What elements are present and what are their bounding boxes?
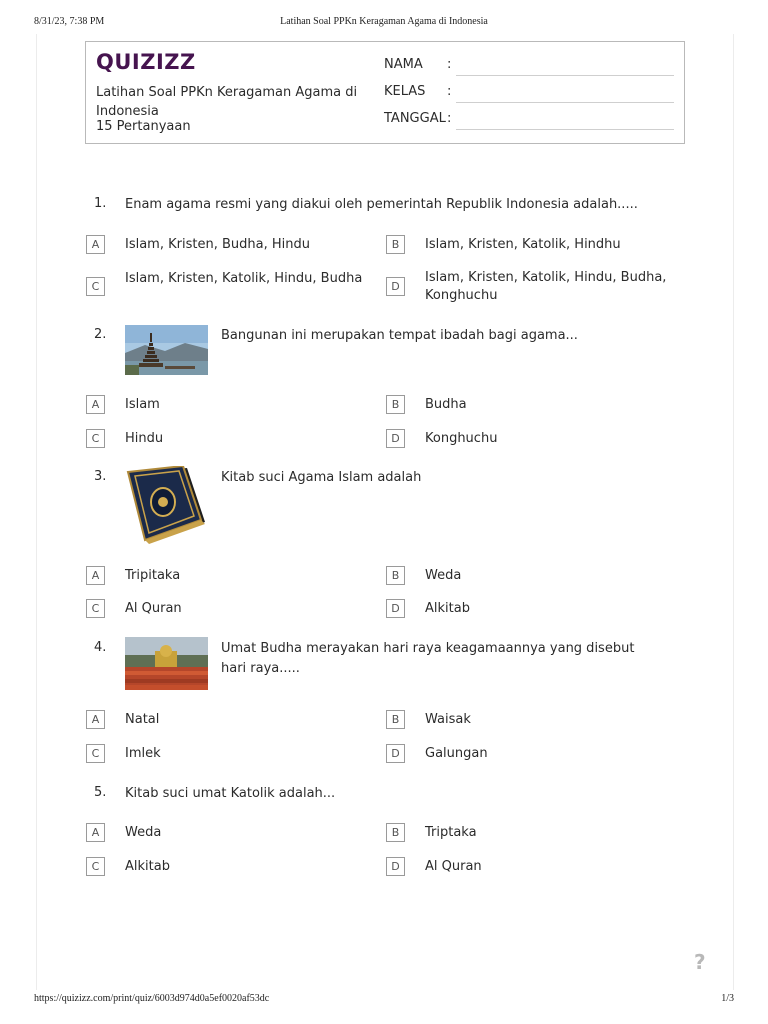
question-number: 2. — [94, 327, 107, 342]
question-number: 1. — [94, 196, 107, 211]
print-page-number: 1/3 — [721, 993, 734, 1004]
option-letter: A — [86, 235, 105, 254]
field-colon: : — [447, 57, 452, 72]
question-number: 4. — [94, 640, 107, 655]
field-line — [456, 102, 674, 103]
option-text: Weda — [125, 825, 162, 840]
option-text: Galungan — [425, 746, 488, 761]
option-letter: B — [386, 395, 405, 414]
option-text: Islam, Kristen, Katolik, Hindu, Budha, Konghuchu — [425, 270, 667, 303]
quiz-header — [85, 41, 685, 144]
option-letter: A — [86, 395, 105, 414]
temple-image — [125, 325, 208, 375]
option-letter: A — [86, 823, 105, 842]
field-line — [456, 75, 674, 76]
question-text: Kitab suci Agama Islam adalah — [221, 470, 422, 485]
question-text: Bangunan ini merupakan tempat ibadah bagi agama... — [221, 328, 578, 343]
option-text: Tripitaka — [125, 568, 181, 583]
option-letter: A — [86, 710, 105, 729]
option-letter: C — [86, 599, 105, 618]
field-kelas — [384, 84, 674, 104]
option-text: Konghuchu — [425, 431, 498, 446]
help-icon[interactable]: ? — [694, 950, 706, 974]
option-text: Budha — [425, 397, 467, 412]
option-letter: A — [86, 566, 105, 585]
quizizz-logo: QUIZIZZ — [96, 50, 196, 74]
field-tanggal — [384, 111, 674, 131]
option-text: Alkitab — [125, 859, 170, 874]
question-text: Kitab suci umat Katolik adalah... — [125, 786, 336, 801]
option-letter: B — [386, 235, 405, 254]
option-text: Weda — [425, 568, 462, 583]
option-text: Islam — [125, 397, 160, 412]
quiz-title: Latihan Soal PPKn Keragaman Agama di Indonesia — [96, 85, 358, 119]
question-count: 15 Pertanyaan — [96, 119, 191, 134]
option-text: Waisak — [425, 712, 471, 727]
field-label: NAMA — [384, 57, 423, 72]
option-text: Al Quran — [125, 601, 182, 616]
question-text: Enam agama resmi yang diakui oleh pemerintah Republik Indonesia adalah..... — [125, 197, 638, 212]
option-letter: B — [386, 566, 405, 585]
option-text: Imlek — [125, 746, 161, 761]
field-line — [456, 129, 674, 130]
field-nama — [384, 57, 674, 77]
option-letter: C — [86, 429, 105, 448]
print-doc-title: Latihan Soal PPKn Keragaman Agama di Indonesia — [280, 16, 488, 27]
buddhist-ceremony-image — [125, 637, 208, 690]
option-text: Islam, Kristen, Katolik, Hindu, Budha — [125, 271, 363, 286]
option-text: Hindu — [125, 431, 164, 446]
option-letter: D — [386, 744, 405, 763]
field-label: TANGGAL — [384, 111, 446, 126]
print-header — [0, 16, 768, 30]
option-letter: D — [386, 599, 405, 618]
option-text: Islam, Kristen, Budha, Hindu — [125, 237, 310, 252]
field-label: KELAS — [384, 84, 426, 99]
option-letter: D — [386, 277, 405, 296]
option-letter: C — [86, 857, 105, 876]
option-letter: B — [386, 823, 405, 842]
question-text: Umat Budha merayakan hari raya keagamaannya yang disebut hari raya..... — [221, 641, 635, 676]
option-text: Islam, Kristen, Katolik, Hindhu — [425, 237, 621, 252]
print-url: https://quizizz.com/print/quiz/6003d974d0a5ef0020af53dc — [34, 993, 270, 1004]
option-letter: C — [86, 277, 105, 296]
option-letter: C — [86, 744, 105, 763]
option-letter: D — [386, 429, 405, 448]
option-letter: B — [386, 710, 405, 729]
option-letter: D — [386, 857, 405, 876]
option-text: Triptaka — [425, 825, 477, 840]
option-text: Natal — [125, 712, 160, 727]
field-colon: : — [447, 111, 452, 126]
option-text: Alkitab — [425, 601, 470, 616]
option-text: Al Quran — [425, 859, 482, 874]
print-datetime: 8/31/23, 7:38 PM — [34, 16, 105, 27]
holy-book-image — [125, 466, 208, 546]
question-number: 3. — [94, 469, 107, 484]
question-number: 5. — [94, 785, 107, 800]
field-colon: : — [447, 84, 452, 99]
print-footer — [0, 993, 768, 1007]
